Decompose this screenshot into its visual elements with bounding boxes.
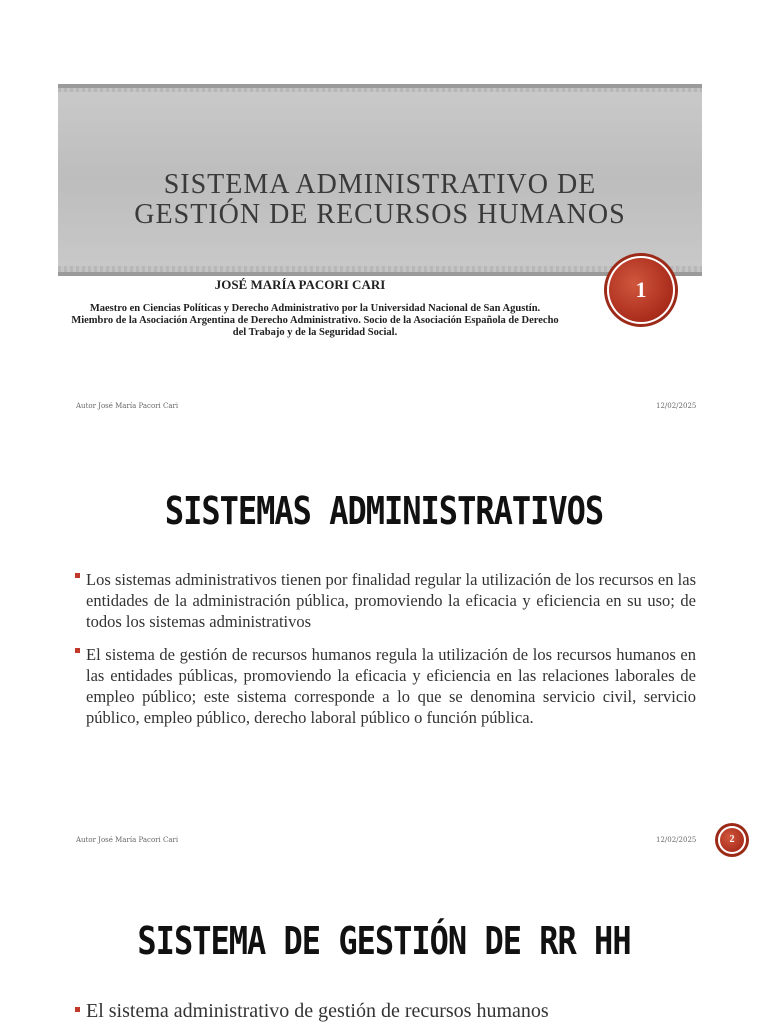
title-line-1: SISTEMA ADMINISTRATIVO DE [163,169,597,200]
title-banner [58,84,702,276]
author-bio: Maestro en Ciencias Políticas y Derecho Administrativo por la Universidad Nacional de San Agustín. Miembro de la Asociación Argentina de Derecho Administrativo. Socio de la Asociación Española de Derecho del Trabajo y de la Seguridad Social. [71,303,559,338]
list-item [76,999,696,1023]
bullet-marker [75,648,80,653]
list-item [76,644,696,728]
list-item-text: El sistema de gestión de recursos humanos regula la utilización de los recursos humanos en las entidades públicas, promoviendo la eficacia y eficiencia en las relaciones laborales de empleo público; este sistema corresponde a lo que se denomina servicio civil, servicio público, empleo público, derecho laboral público o función pública. [86,645,696,727]
bullet-marker [75,573,80,578]
bullet-list [76,569,696,740]
author-name: JOSÉ MARÍA PACORI CARI [214,277,386,292]
slide-2 [0,440,768,860]
bullet-marker [75,1007,80,1012]
slide-number-badge: 2 [718,826,746,854]
footer-author: Autor José María Pacori Cari [76,836,179,844]
bullet-list [76,999,696,1035]
presentation-title [58,170,702,230]
slide-1 [0,0,768,430]
slide-3 [0,862,768,1024]
list-item-text: El sistema administrativo de gestión de recursos humanos [86,1000,549,1022]
slide-number-badge: 1 [607,256,675,324]
footer-date: 12/02/2025 [656,836,697,844]
slide-heading: SISTEMAS ADMINISTRATIVOS [164,488,604,534]
list-item-text: Los sistemas administrativos tienen por finalidad regular la utilización de los recursos en las entidades de la administración pública, promoviendo la eficacia y eficiencia en su uso; de todos los sistemas administrativos [86,570,696,631]
footer-date: 12/02/2025 [656,402,697,410]
slide-heading: SISTEMA DE GESTIÓN DE RR HH [137,918,631,964]
title-line-2: GESTIÓN DE RECURSOS HUMANOS [134,199,626,230]
list-item [76,569,696,632]
footer-author: Autor José María Pacori Cari [76,402,179,410]
